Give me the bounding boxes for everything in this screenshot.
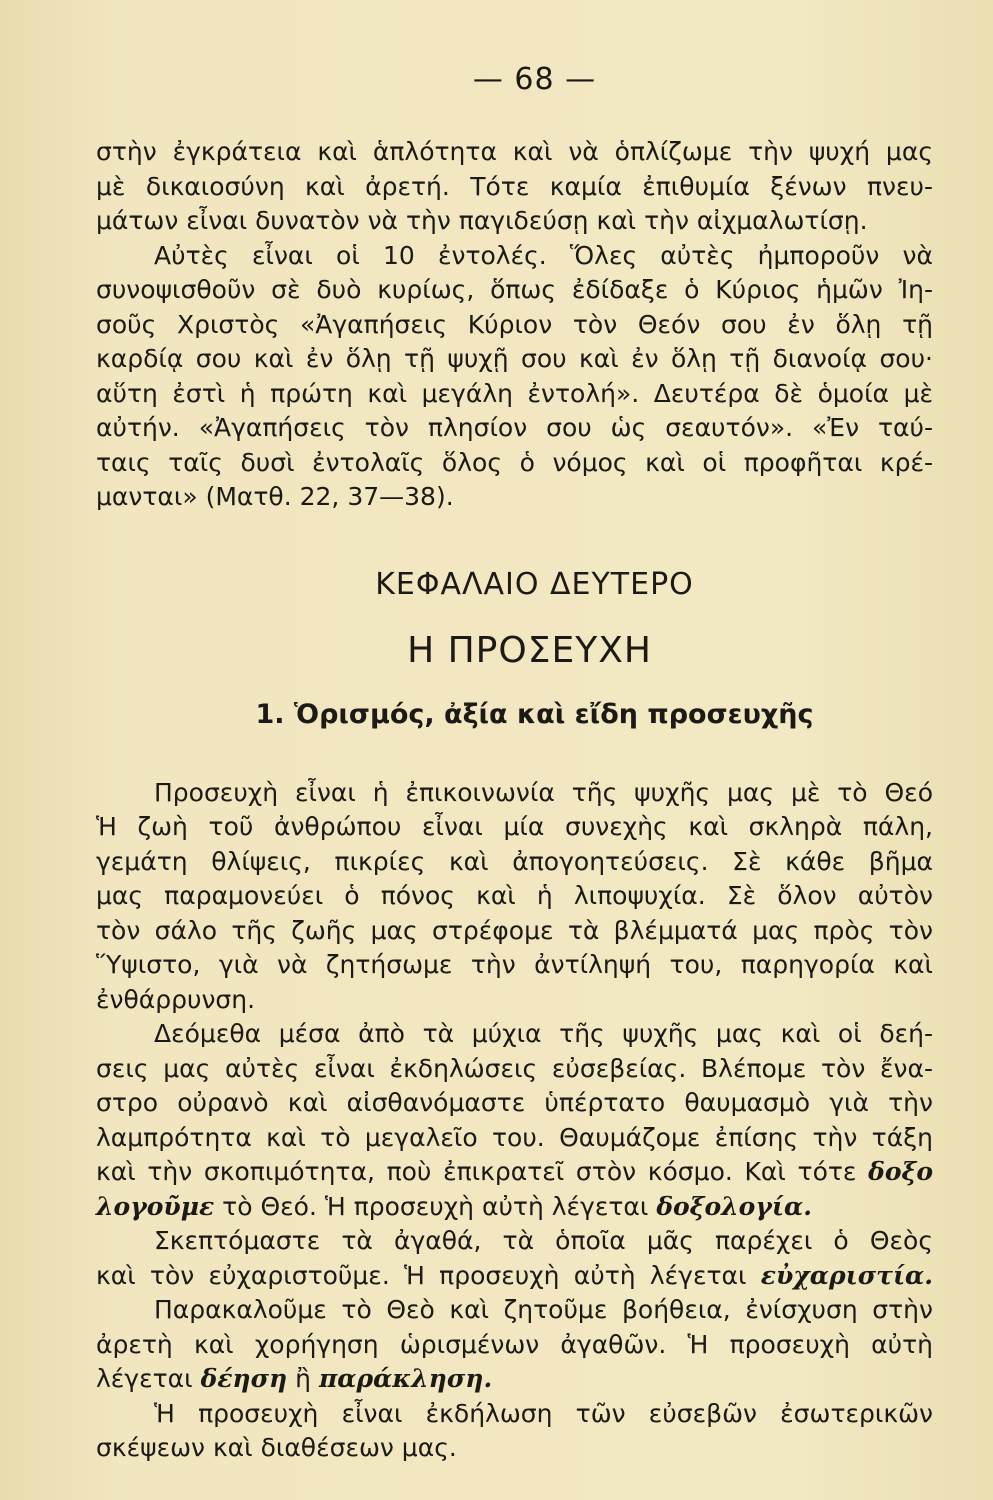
prayer-paragraph xyxy=(96,776,933,1018)
text-run: τὸ Θεό. Ἡ προσευχὴ αὐτὴ λέγεται xyxy=(214,1191,657,1221)
page-number: — 68 — xyxy=(472,62,597,97)
text-line xyxy=(96,1362,933,1397)
text-line: Ὕψιστο, γιὰ νὰ ζητήσωμε τὴν ἀντίληψή του, παρηγορία καὶ xyxy=(96,950,933,979)
text-line xyxy=(96,1259,933,1294)
emphasis-term: δοξο xyxy=(868,1157,933,1186)
thanksgiving-paragraph xyxy=(96,1224,933,1293)
text-line: ἐνθάρρυνση. xyxy=(96,984,256,1014)
text-line: καρδίᾳ σου καὶ ἐν ὅλῃ τῇ ψυχῇ σου καὶ ἐν ὅλῃ τῇ διανοίᾳ σου· xyxy=(96,344,933,373)
text-line: συνοψισθοῦν σὲ δυὸ κυρίως, ὅπως ἐδίδαξε ὁ Κύριος ἡμῶν Ἰη- xyxy=(96,275,933,304)
text-run: καὶ τὸν εὐχαριστοῦμε. Ἡ προσευχὴ αὐτὴ λέγεται xyxy=(96,1260,761,1290)
emphasis-term: δέηση xyxy=(200,1364,288,1393)
text-line: Ἡ προσευχὴ εἶναι ἐκδήλωση τῶν εὐσεβῶν ἐσωτερικῶν xyxy=(154,1398,933,1428)
emphasis-term: δοξολογία. xyxy=(656,1191,812,1221)
text-line: Αὐτὲς εἶναι οἱ 10 ἐντολές. Ὅλες αὐτὲς ἠμποροῦν νὰ xyxy=(154,240,933,270)
text-line: μάτων εἶναι δυνατὸν νὰ τὴν παγιδεύσῃ καὶ τὴν αἰχμαλωτίσῃ. xyxy=(96,206,868,235)
section-heading: 1. Ὁρισμός, ἀξία καὶ εἴδη προσευχῆς xyxy=(255,698,814,730)
text-line: σκέψεων καὶ διαθέσεων μας. xyxy=(96,1433,457,1462)
chapter-label: ΚΕΦΑΛΑΙΟ ΔΕΥΤΕΡΟ xyxy=(375,566,694,602)
intro-paragraph xyxy=(96,135,933,239)
text-line: Σκεπτόμαστε τὰ ἀγαθά, τὰ ὁποῖα μᾶς παρέχει ὁ Θεὸς xyxy=(154,1226,933,1255)
text-line: Παρακαλοῦμε τὸ Θεὸ καὶ ζητοῦμε βοήθεια, ἐνίσχυση στὴν xyxy=(154,1295,933,1324)
chapter-title: Η ΠΡΟΣΕΥΧΗ xyxy=(407,629,652,671)
text-line: ἀρετὴ καὶ χορήγηση ὡρισμένων ἀγαθῶν. Ἡ προσευχὴ αὐτὴ xyxy=(96,1329,933,1359)
commandments-paragraph xyxy=(96,239,933,515)
emphasis-term: παράκληση. xyxy=(318,1364,493,1393)
text-run: καὶ τὴν σκοπιμότητα, ποὺ ἐπικρατεῖ στὸν κόσμο. Καὶ τότε xyxy=(96,1157,857,1186)
text-line xyxy=(96,1190,933,1225)
supplication-paragraph xyxy=(96,1293,933,1397)
text-line: τὸν σάλο τῆς ζωῆς μας στρέφομε τὰ βλέμματά μας πρὸς τὸν xyxy=(96,915,933,945)
text-line: γεμάτη θλίψεις, πικρίες καὶ ἀπογοητεύσεις. Σὲ κάθε βῆμα xyxy=(96,846,933,876)
text-line: στὴν ἐγκράτεια καὶ ἁπλότητα καὶ νὰ ὁπλίζωμε τὴν ψυχή μας xyxy=(96,137,933,166)
text-line: σοῦς Χριστὸς «Ἀγαπήσεις Κύριον τὸν Θεόν σου ἐν ὅλῃ τῇ xyxy=(96,309,933,339)
text-line: Προσευχὴ εἶναι ἡ ἐπικοινωνία τῆς ψυχῆς μας μὲ τὸ Θεό xyxy=(154,777,933,807)
emphasis-term: εὐχαριστία. xyxy=(760,1260,933,1290)
text-line: μας παραμονεύει ὁ πόνος καὶ ἡ λιποψυχία. Σὲ ὅλον αὐτὸν xyxy=(96,881,933,910)
text-line: μανται» (Ματθ. 22, 37—38). xyxy=(96,482,454,511)
text-run: λέγεται xyxy=(96,1364,201,1393)
text-line: αὐτήν. «Ἀγαπήσεις τὸν πλησίον σου ὡς σεαυτόν». «Ἐν ταύ- xyxy=(96,413,933,442)
text-line: Δεόμεθα μέσα ἀπὸ τὰ μύχια τῆς ψυχῆς μας καὶ οἱ δεή- xyxy=(154,1019,933,1048)
text-line: μὲ δικαιοσύνη καὶ ἀρετή. Τότε καμία ἐπιθυμία ξένων πνευ- xyxy=(96,171,933,201)
doxology-paragraph xyxy=(96,1017,933,1224)
emphasis-term: λογοῦμε xyxy=(96,1191,215,1221)
text-line: στρο οὐρανὸ καὶ αἰσθανόμαστε ὑπέρτατο θαυμασμὸ γιὰ τὴν xyxy=(96,1088,933,1117)
text-line xyxy=(96,1155,933,1190)
text-line: ταις ταῖς δυσὶ ἐντολαῖς ὅλος ὁ νόμος καὶ οἱ προφῆται κρέ- xyxy=(96,447,933,477)
closing-paragraph xyxy=(96,1397,933,1466)
text-line: σεις μας αὐτὲς εἶναι ἐκδηλώσεις εὐσεβείας. Βλέπομε τὸν ἔνα- xyxy=(96,1053,933,1083)
text-line: αὕτη ἐστὶ ἡ πρώτη καὶ μεγάλη ἐντολή». Δευτέρα δὲ ὁμοία μὲ xyxy=(96,378,933,408)
text-run: ἢ xyxy=(287,1364,319,1393)
text-line: λαμπρότητα καὶ τὸ μεγαλεῖο του. Θαυμάζομε ἐπίσης τὴν τάξη xyxy=(96,1122,933,1152)
text-line: Ἡ ζωὴ τοῦ ἀνθρώπου εἶναι μία συνεχὴς καὶ σκληρὰ πάλη, xyxy=(96,812,933,841)
